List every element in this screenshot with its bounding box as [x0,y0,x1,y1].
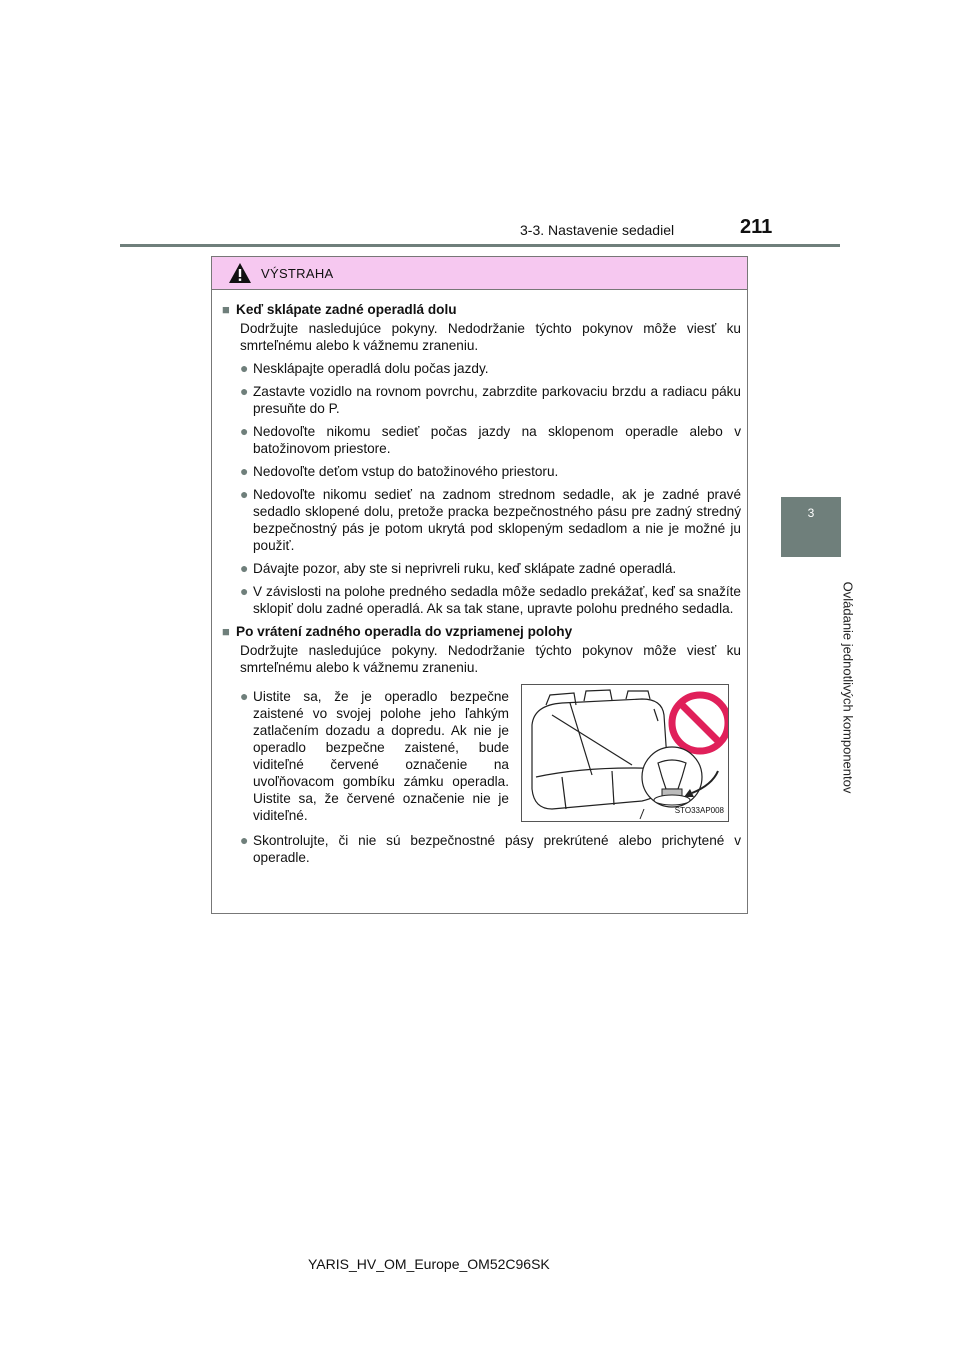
list-item: ● Uistite sa, že je operadlo bezpečne zaistené vo svojej polohe jeho ľahkým zatlačením dozadu a dopredu. Ak nie je operadlo bezpečne zaistené, bude viditeľné červené označenie na uvoľňovacom gombíku zámku operadla. Uistite sa, že červené označenie nie je viditeľné. [240,688,509,823]
square-bullet-icon: ■ [222,624,230,639]
header-divider [120,244,840,247]
list-item: ● Nedovoľte nikomu sedieť na zadnom strednom sedadle, ak je zadné pravé sedadlo sklopené dolu, pretože pracka bezpečnostného pásu pre zadný stredný bezpečnostný pás je potom ukrytá pod sklopeným sedadlom a nie je možné ju použiť. [240,486,741,553]
bullet-dot-icon: ● [240,463,249,479]
section-intro: Dodržujte nasledujúce pokyny. Nedodržanie týchto pokynov môže viesť ku smrteľnému alebo k vážnemu zraneniu. [240,321,741,353]
chapter-label: Ovládanie jednotlivých komponentov [840,581,856,794]
list-item: ● Nedovoľte deťom vstup do batožinového priestoru. [240,463,559,479]
section-title: 3-3. Nastavenie sedadiel [520,222,675,238]
warning-title: VÝSTRAHA [261,265,334,281]
warning-header [212,257,747,290]
section-intro: Dodržujte nasledujúce pokyny. Nedodržanie týchto pokynov môže viesť ku smrteľnému alebo k vážnemu zraneniu. [240,643,741,675]
bullet-dot-icon: ● [240,688,249,704]
bullet-dot-icon: ● [240,486,249,502]
warning-triangle-icon [228,262,252,284]
square-bullet-icon: ■ [222,302,230,317]
warning-box [211,256,748,914]
list-item: ● V závislosti na polohe predného sedadla môže sedadlo prekážať, keď sa snažíte sklopiť dolu zadné operadlá. Ak sa tak stane, upravte polohu predného sedadla. [240,583,741,616]
section-heading: ■ Po vrátení zadného operadla do vzpriamenej polohy [222,624,573,639]
section-heading: ■ Keď sklápate zadné operadlá dolu [222,302,457,317]
warning-body [212,290,747,866]
list-item: ● Dávajte pozor, aby ste si neprivreli ruku, keď sklápate zadné operadlá. [240,560,677,576]
bullet-dot-icon: ● [240,832,249,848]
bullet-dot-icon: ● [240,583,249,599]
rear-seat-drawing [522,685,728,821]
bullet-dot-icon: ● [240,423,249,439]
list-item: ● Skontrolujte, či nie sú bezpečnostné pásy prekrútené alebo prichytené v operadle. [240,832,741,865]
list-item: ● Zastavte vozidlo na rovnom povrchu, zabrzdite parkovaciu brzdu a radiacu páku presuňte do P. [240,383,741,416]
page-number: 211 [740,216,773,238]
list-item: ● Nedovoľte nikomu sedieť počas jazdy na sklopenom operadle alebo v batožinovom priestore. [240,423,741,456]
figure-row [222,676,741,824]
bullet-dot-icon: ● [240,360,249,376]
figure-code: STO33AP008 [674,806,724,815]
chapter-tab [781,497,841,557]
bullet-dot-icon: ● [240,560,249,576]
list-item: ● Nesklápajte operadlá dolu počas jazdy. [240,360,489,376]
chapter-number: 3 [807,506,815,520]
document-footer: YARIS_HV_OM_Europe_OM52C96SK [308,1256,550,1272]
seat-illustration [521,684,729,822]
bullet-dot-icon: ● [240,383,249,399]
